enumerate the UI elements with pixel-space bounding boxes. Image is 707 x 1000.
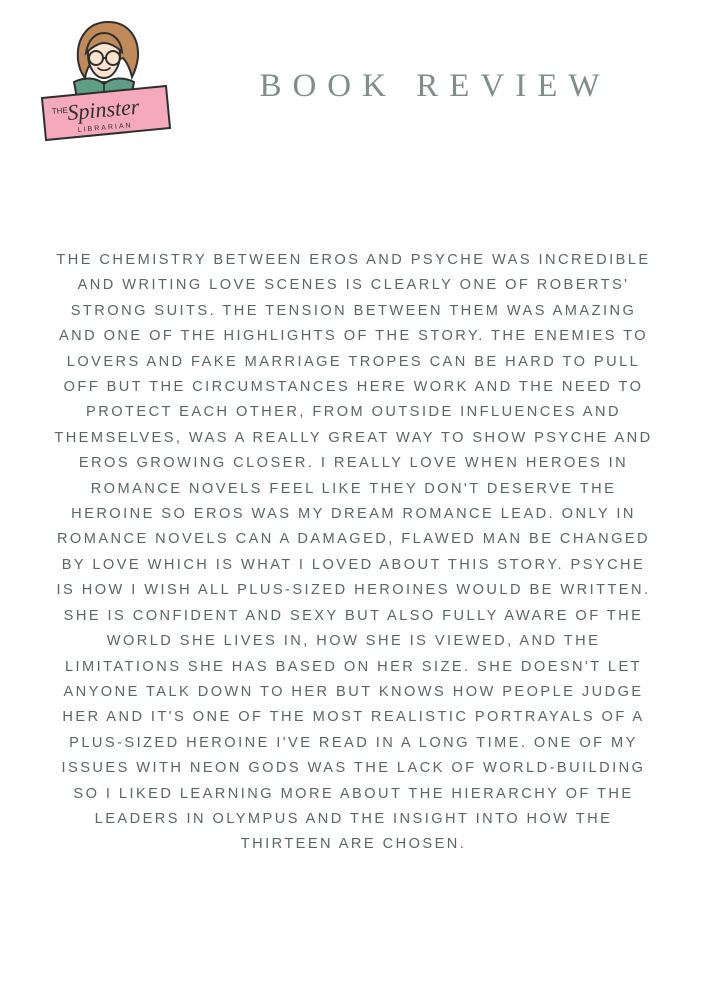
- page-header: [0, 0, 707, 160]
- svg-text:Spinster: Spinster: [66, 93, 141, 125]
- svg-text:LIBRARIAN: LIBRARIAN: [77, 122, 133, 134]
- svg-text:THE: THE: [51, 105, 69, 116]
- spinster-librarian-logo: [34, 8, 174, 148]
- page-title: BOOK REVIEW: [259, 68, 611, 104]
- review-text: THE CHEMISTRY BETWEEN EROS AND PSYCHE WAS INCREDIBLE AND WRITING LOVE SCENES IS CLEARLY ONE OF ROBERTS' STRONG SUITS. THE TENSION BETWEEN THEM WAS AMAZING AND ONE OF THE HIGHLIGHTS OF THE STORY. THE ENEMIES TO LOVERS AND FAKE MARRIAGE TROPES CAN BE HARD TO PULL OFF BUT THE CIRCUMSTANCES HERE WORK AND THE NEED TO PROTECT EACH OTHER, FROM OUTSIDE INFLUENCES AND THEMSELVES, WAS A REALLY GREAT WAY TO SHOW PSYCHE AND EROS GROWING CLOSER. I REALLY LOVE WHEN HEROES IN ROMANCE NOVELS FEEL LIKE THEY DON'T DESERVE THE HEROINE SO EROS WAS MY DREAM ROMANCE LEAD. ONLY IN ROMANCE NOVELS CAN A DAMAGED, FLAWED MAN BE CHANGED BY LOVE WHICH IS WHAT I LOVED ABOUT THIS STORY. PSYCHE IS HOW I WISH ALL PLUS-SIZED HEROINES WOULD BE WRITTEN. SHE IS CONFIDENT AND SEXY BUT ALSO FULLY AWARE OF THE WORLD SHE LIVES IN, HOW SHE IS VIEWED, AND THE LIMITATIONS SHE HAS BASED ON HER SIZE. SHE DOESN'T LET ANYONE TALK DOWN TO HER BUT KNOWS HOW PEOPLE JUDGE HER AND IT'S ONE OF THE MOST REALISTIC PORTRAYALS OF A PLUS-SIZED HEROINE I'VE READ IN A LONG TIME. ONE OF MY ISSUES WITH NEON GODS WAS THE LACK OF WORLD-BUILDING SO I LIKED LEARNING MORE ABOUT THE HIERARCHY OF THE LEADERS IN OLYMPUS AND THE INSIGHT INTO HOW THE THIRTEEN ARE CHOSEN.: [54, 252, 653, 853]
